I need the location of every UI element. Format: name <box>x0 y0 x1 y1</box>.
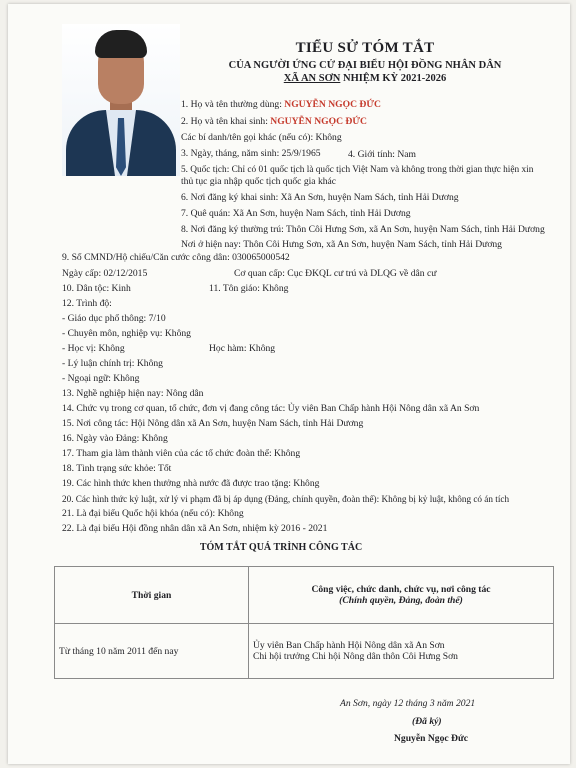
field-degree: - Học vị: Không <box>62 343 125 354</box>
field-political-theory: - Lý luận chính trị: Không <box>62 358 163 369</box>
field-occupation: 13. Nghề nghiệp hiện nay: Nông dân <box>62 388 204 399</box>
portrait-photo <box>62 24 180 176</box>
document-subtitle: CỦA NGƯỜI ỨNG CỬ ĐẠI BIỂU HỘI ĐỒNG NHÂN DÂN <box>228 60 502 71</box>
commune-name: XÃ AN SƠN <box>283 73 341 84</box>
field-id-date: Ngày cấp: 02/12/2015 <box>62 268 148 279</box>
table-header-row <box>55 567 554 624</box>
sign-status: (Đã ký) <box>412 716 442 727</box>
field-specialty: - Chuyên môn, nghiệp vụ: Không <box>62 328 191 339</box>
header-time: Thời gian <box>55 567 249 624</box>
document-term <box>200 73 530 85</box>
field-current-residence: Nơi ở hiện nay: Thôn Côi Hưng Sơn, xã An Sơn, huyện Nam Sách, tỉnh Hải Dương <box>181 239 502 250</box>
field-discipline: 20. Các hình thức kỷ luật, xử lý vi phạm đã bị áp dụng (Đảng, chính quyền, đoàn thể): Không bị kỷ luật, không có án tích <box>62 494 510 504</box>
signer-name: Nguyễn Ngọc Đức <box>394 733 468 744</box>
birth-name-value: NGUYỄN NGỌC ĐỨC <box>270 116 367 127</box>
field-religion: 11. Tôn giáo: Không <box>209 283 289 294</box>
table-row <box>55 624 554 679</box>
row-work: Ủy viên Ban Chấp hành Hội Nông dân xã An Sơn Chi hội trưởng Chi hội Nông dân thôn Côi Hưng Sơn <box>249 624 554 679</box>
field-birth-name: 2. Họ và tên khai sinh: NGUYỄN NGỌC ĐỨC <box>181 116 367 127</box>
field-common-name: 1. Họ và tên thường dùng: NGUYỄN NGỌC ĐỨC <box>181 99 381 110</box>
field-nationality: 5. Quốc tịch: Chỉ có 01 quốc tịch là quốc tịch Việt Nam và không trong thời gian thực hiện xin <box>181 165 534 175</box>
field-position: 14. Chức vụ trong cơ quan, tổ chức, đơn vị đang công tác: Ủy viên Ban Chấp hành Hội Nông dân xã An Sơn <box>62 403 480 414</box>
field-birth-registration: 6. Nơi đăng ký khai sinh: Xã An Sơn, huyện Nam Sách, tỉnh Hải Dương <box>181 192 459 203</box>
field-organizations: 17. Tham gia làm thành viên của các tổ chức đoàn thể: Không <box>62 448 301 459</box>
field-id-agency: Cơ quan cấp: Cục ĐKQL cư trú và DLQG về dân cư <box>234 268 437 279</box>
field-foreign-language: - Ngoại ngữ: Không <box>62 373 140 384</box>
field-nationality-cont: thủ tục gia nhập quốc tịch quốc gia khác <box>181 176 337 187</box>
field-party-join-date: 16. Ngày vào Đảng: Không <box>62 433 168 444</box>
field-alias: Các bí danh/tên gọi khác (nếu có): Không <box>181 132 342 143</box>
field-health: 18. Tình trạng sức khỏe: Tốt <box>62 463 172 474</box>
header-work: Công việc, chức danh, chức vụ, nơi công tác (Chính quyền, Đảng, đoàn thể) <box>249 567 554 624</box>
term-years: NHIỆM KỲ 2021-2026 <box>340 73 447 84</box>
field-ethnicity: 10. Dân tộc: Kinh <box>62 283 131 294</box>
field-birthdate: 3. Ngày, tháng, năm sinh: 25/9/1965 <box>181 148 321 159</box>
common-name-value: NGUYỄN NGỌC ĐỨC <box>284 99 381 110</box>
field-qualifications: 12. Trình độ: <box>62 298 112 309</box>
field-awards: 19. Các hình thức khen thưởng nhà nước đã được trao tặng: Không <box>62 478 320 489</box>
field-national-assembly: 21. Là đại biểu Quốc hội khóa (nếu có): Không <box>62 508 244 519</box>
field-general-education: - Giáo dục phổ thông: 7/10 <box>62 313 166 324</box>
field-workplace: 15. Nơi công tác: Hội Nông dân xã An Sơn, huyện Nam Sách, tỉnh Hải Dương <box>62 418 364 429</box>
field-academic-title: Học hàm: Không <box>209 343 276 354</box>
field-id-number: 9. Số CMND/Hộ chiếu/Căn cước công dân: 030065000542 <box>62 252 290 263</box>
row-time: Từ tháng 10 năm 2011 đến nay <box>55 624 249 679</box>
field-hometown: 7. Quê quán: Xã An Sơn, huyện Nam Sách, tỉnh Hải Dương <box>181 208 411 219</box>
field-council-delegate: 22. Là đại biểu Hội đồng nhân dân xã An Sơn, nhiệm kỳ 2016 - 2021 <box>62 523 328 534</box>
work-history-title: TÓM TẮT QUÁ TRÌNH CÔNG TÁC <box>199 542 363 553</box>
field-permanent-residence: 8. Nơi đăng ký thường trú: Thôn Côi Hưng Sơn, xã An Sơn, huyện Nam Sách, tỉnh Hải Dương <box>181 224 545 235</box>
field-gender: 4. Giới tính: Nam <box>348 149 416 160</box>
document-title: TIỂU SỬ TÓM TẮT <box>295 40 435 56</box>
sign-place-date: An Sơn, ngày 12 tháng 3 năm 2021 <box>340 698 476 709</box>
work-history-table <box>54 566 554 679</box>
